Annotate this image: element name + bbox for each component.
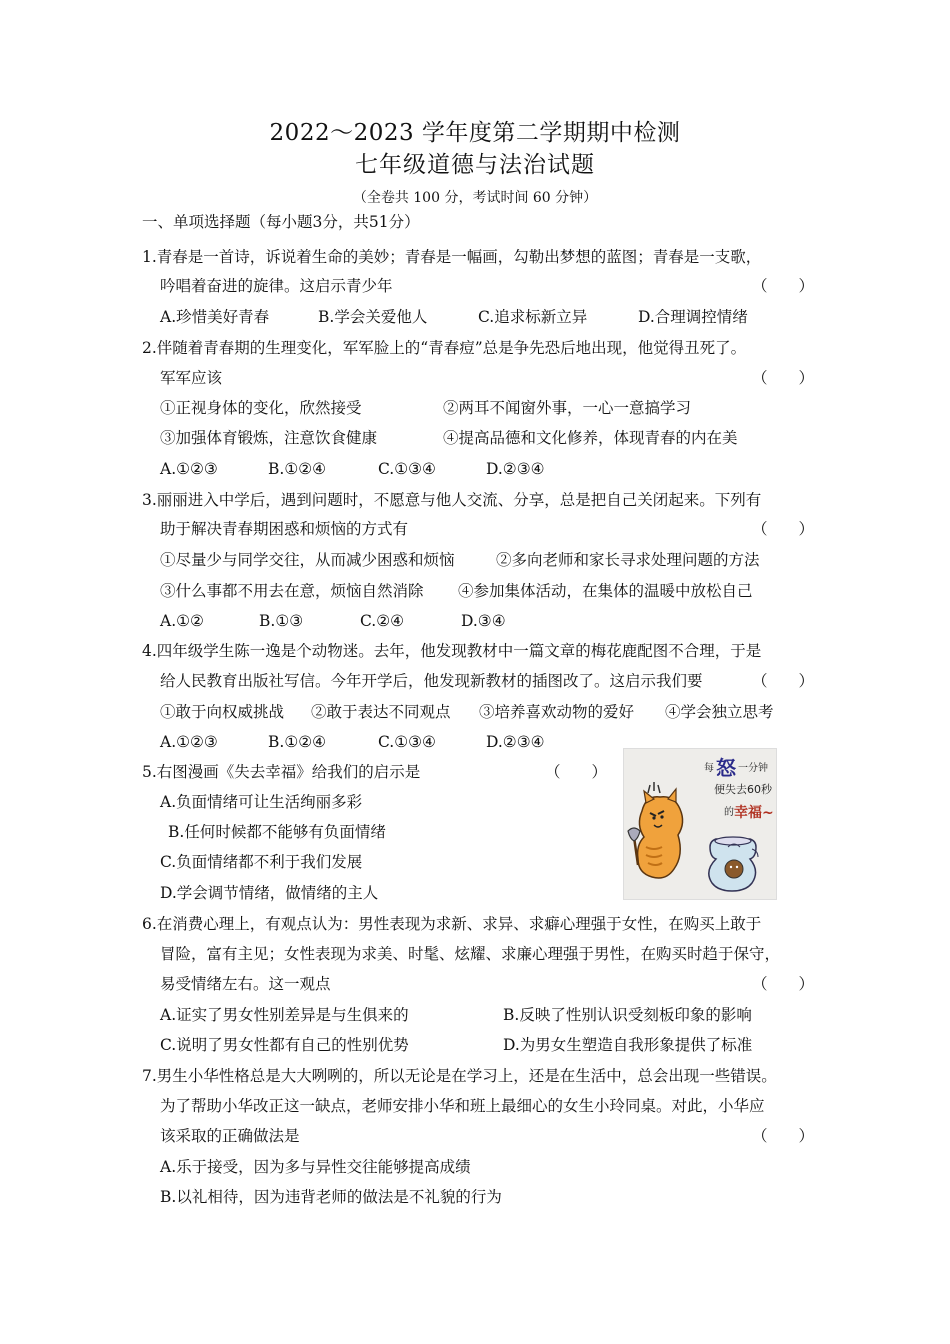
q1-option-d: D.合理调控情绪 [638, 308, 748, 326]
q6-option-b: B.反映了性别认识受刻板印象的影响 [503, 1006, 752, 1024]
exam-info: （全卷共 100 分，考试时间 60 分钟） [352, 190, 598, 206]
q7-answer-blank: （ ） [752, 1127, 815, 1145]
q5-option-d: D.学会调节情绪，做情绪的主人 [160, 884, 379, 902]
q7-stem-line2: 为了帮助小华改正这一缺点，老师安排小华和班上最细心的女生小玲同桌。对此，小华应 [160, 1097, 765, 1115]
q2-answer-blank: （ ） [752, 369, 815, 387]
q1-answer-blank: （ ） [752, 277, 815, 295]
comic-caption-3: 便失去60秒 [714, 783, 772, 796]
q5-option-c: C.负面情绪都不利于我们发展 [160, 853, 363, 871]
q6-option-d: D.为男女生塑造自我形象提供了标准 [503, 1036, 753, 1054]
q3-stem-line1: 3.丽丽进入中学后，遇到问题时，不愿意与他人交流、分享，总是把自己关闭起来。下列有 [142, 491, 762, 509]
section-heading: 一、单项选择题（每小题3分，共51分） [142, 213, 420, 231]
q2-statement-4: ④提高品德和文化修养，体现青春的内在美 [443, 429, 738, 447]
q2-option-b: B.①②④ [268, 460, 327, 478]
q2-statement-2: ②两耳不闻窗外事，一心一意搞学习 [443, 399, 692, 417]
comic-caption-happiness: 幸福~ [734, 805, 774, 821]
q2-stem-line2: 军军应该 [160, 369, 223, 387]
exam-title: 2022～2023 学年度第二学期期中检测 [269, 120, 681, 146]
q5-answer-blank: （ ） [545, 763, 608, 781]
q4-answer-blank: （ ） [752, 672, 815, 690]
q7-stem-line3: 该采取的正确做法是 [160, 1127, 300, 1145]
q4-statement-3: ③培养喜欢动物的爱好 [479, 703, 635, 721]
q2-option-c: C.①③④ [378, 460, 436, 478]
comic-caption-2: 一分钟 [738, 763, 768, 774]
q1-stem-line1: 1.青春是一首诗，诉说着生命的美妙；青春是一幅画，勾勒出梦想的蓝图；青春是一支歌， [142, 248, 762, 266]
q4-statement-2: ②敢于表达不同观点 [311, 703, 451, 721]
q4-option-d: D.②③④ [486, 733, 545, 751]
q3-answer-blank: （ ） [752, 520, 815, 538]
q4-option-c: C.①③④ [378, 733, 436, 751]
q4-stem-line2: 给人民教育出版社写信。今年开学后，他发现新教材的插图改了。这启示我们要 [160, 672, 703, 690]
q4-statement-4: ④学会独立思考 [665, 703, 774, 721]
q3-statement-2: ②多向老师和家长寻求处理问题的方法 [496, 551, 760, 569]
q7-option-a: A.乐于接受，因为多与异性交往能够提高成绩 [160, 1158, 471, 1176]
q2-stem-line1: 2.伴随着青春期的生理变化，军军脸上的“青春痘”总是争先恐后地出现，他觉得丑死了。 [142, 339, 747, 357]
q3-option-c: C.②④ [360, 612, 405, 630]
q3-option-d: D.③④ [461, 612, 506, 630]
q4-statement-1: ①敢于向权威挑战 [160, 703, 285, 721]
q3-option-a: A.①② [160, 612, 204, 630]
q2-option-a: A.①②③ [160, 460, 218, 478]
q6-stem-line2: 冒险，富有主见；女性表现为求美、时髦、炫耀、求廉心理强于男性，在购买时趋于保守， [160, 945, 781, 963]
q3-statement-3: ③什么事都不用去在意，烦恼自然消除 [160, 582, 424, 600]
q6-stem-line3: 易受情绪左右。这一观点 [160, 975, 331, 993]
q1-option-a: A.珍惜美好青春 [160, 308, 270, 326]
comic-caption-anger: 怒 [716, 756, 736, 780]
q3-statement-4: ④参加集体活动，在集体的温暖中放松自己 [458, 582, 753, 600]
q6-option-c: C.说明了男女性都有自己的性别优势 [160, 1036, 409, 1054]
comic-caption-1: 每 [704, 763, 714, 774]
q2-statement-3: ③加强体育锻炼，注意饮食健康 [160, 429, 378, 447]
comic-caption-4: 的 [724, 807, 734, 818]
q2-statement-1: ①正视身体的变化，欣然接受 [160, 399, 362, 417]
q6-stem-line1: 6.在消费心理上，有观点认为：男性表现为求新、求异、求癖心理强于女性，在购买上敢于 [142, 915, 762, 933]
q2-option-d: D.②③④ [486, 460, 545, 478]
q5-stem: 5.右图漫画《失去幸福》给我们的启示是 [142, 763, 421, 781]
exam-subject-title: 七年级道德与法治试题 [355, 152, 595, 178]
q6-option-a: A.证实了男女性别差异是与生俱来的 [160, 1006, 409, 1024]
q3-option-b: B.①③ [259, 612, 304, 630]
q5-option-b: B.任何时候都不能够有负面情绪 [168, 823, 386, 841]
q1-option-c: C.追求标新立异 [478, 308, 588, 326]
q4-option-b: B.①②④ [268, 733, 327, 751]
q7-stem-line1: 7.男生小华性格总是大大咧咧的，所以无论是在学习上，还是在生活中，总会出现一些错误。 [142, 1067, 777, 1085]
q3-stem-line2: 助于解决青春期困惑和烦恼的方式有 [160, 520, 409, 538]
q7-option-b: B.以礼相待，因为违背老师的做法是不礼貌的行为 [160, 1188, 502, 1206]
q3-statement-1: ①尽量少与同学交往，从而减少困惑和烦恼 [160, 551, 455, 569]
q4-option-a: A.①②③ [160, 733, 218, 751]
q1-option-b: B.学会关爱他人 [318, 308, 428, 326]
q5-option-a: A.负面情绪可让生活绚丽多彩 [160, 793, 363, 811]
comic-illustration [623, 748, 777, 900]
q1-stem-line2: 吟唱着奋进的旋律。这启示青少年 [160, 277, 393, 295]
q4-stem-line1: 4.四年级学生陈一逸是个动物迷。去年，他发现教材中一篇文章的梅花鹿配图不合理，于是 [142, 642, 762, 660]
q6-answer-blank: （ ） [752, 975, 815, 993]
